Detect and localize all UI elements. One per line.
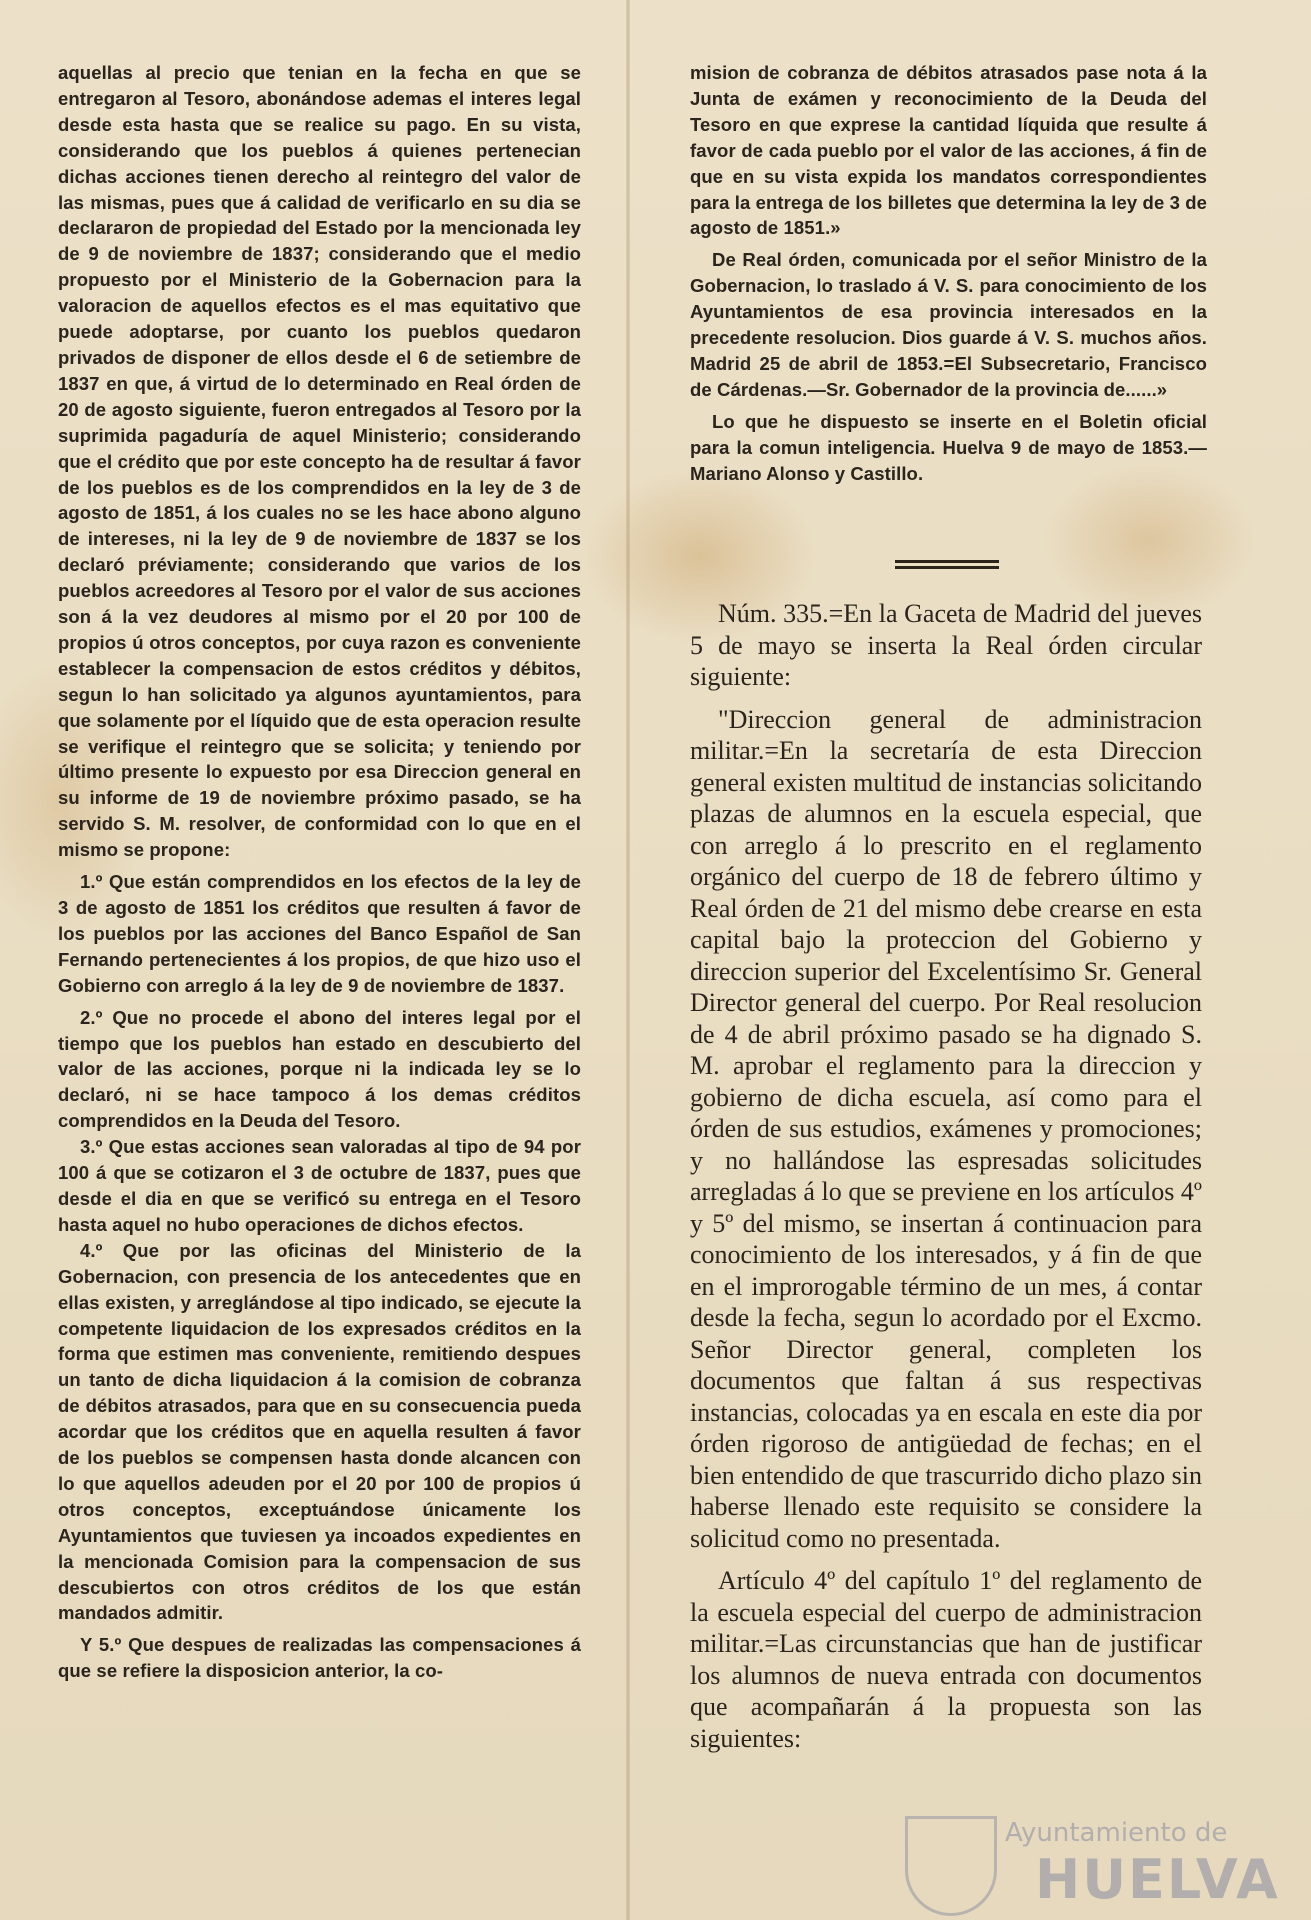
resolution-item-4: 4.º Que por las oficinas del Ministerio de la Gobernacion, con presencia de los antecedentes que en ellas existen, y arreglándose al tipo indicado, se ejecute la competente liquidacion de los expresados créditos en la forma que estimen mas conveniente, remitiendo despues un tanto de dicha liquidacion á la comision de cobranza de débitos atrasados, para que en su consecuencia pueda acordar que los créditos que en aquella resulten á favor de los pueblos se compensen hasta donde alcancen con lo que aquellos adeuden por el 20 por 100 de propios ú otros conceptos, exceptuándose únicamente los Ayuntamientos que tuviesen ya incoados expedientes en la mencionada Comision para la compensacion de sus descubiertos con otros créditos de los que están mandados admitir. [58, 1239, 581, 1624]
archive-watermark [905, 1808, 1280, 1911]
left-column [58, 60, 581, 1684]
notice-heading: Núm. 335.=En la Gaceta de Madrid del jueves 5 de mayo se inserta la Real órden circular siguiente: [690, 599, 1202, 691]
watermark-line-2: HUELVA [1035, 1848, 1280, 1911]
right-paragraph-transfer: De Real órden, comunicada por el señor Ministro de la Gobernacion, lo traslado á V. S. para conocimiento de los Ayuntamientos de esa provincia interesados en la precedente resolucion. Dios guarde á V. S. muchos años. Madrid 25 de abril de 1853.=El Subsecretario, Francisco de Cárdenas.—Sr. Gobernador de la provincia de......» [690, 249, 1207, 400]
left-paragraph: aquellas al precio que tenian en la fecha en que se entregaron al Tesoro, abonándose ademas el interes legal desde esta hasta que se realice su pago. En su vista, considerando que los pueblos á quienes pertenecian dichas acciones tienen derecho al reintegro del valor de las mismas, pues que á calidad de verificarlo en su dia se declararon de propiedad del Estado por la mencionada ley de 9 de noviembre de 1837; considerando que el medio propuesto por el Ministerio de la Gobernacion para la valoracion de aquellos efectos es el mas equitativo que puede adoptarse, por cuanto los pueblos quedaron privados de disponer de ellos desde el 6 de setiembre de 1837 en que, á virtud de lo determinado en Real órden de 20 de agosto siguiente, fueron entregados al Tesoro por la suprimida pagaduría de aquel Ministerio; considerando que el crédito que por este concepto ha de resultar á favor de los pueblos es de los comprendidos en la ley de 3 de agosto de 1851, á los cuales no se les hace abono alguno de intereses, ni la ley de 9 de noviembre de 1837 se los declaró préviamente; considerando que varios de los pueblos acreedores al Tesoro por el valor de sus acciones son á la vez deudores al mismo por el 20 por 100 de propios ú otros conceptos, por cuya razon es conveniente establecer la compensacion de estos créditos y débitos, segun lo han solicitado ya algunos ayuntamientos, para que solamente por el líquido que de esta operacion resulte se verifique el reintegro que se solicita; y teniendo por último presente lo expuesto por esa Direccion general en su informe de 19 de noviembre próximo pasado, se ha servido S. M. resolver, de conformidad con lo que en el mismo se propone: [58, 62, 581, 861]
article-4-paragraph: Artículo 4º del capítulo 1º del reglamento de la escuela especial del cuerpo de administracion militar.=Las circunstancias que han de justificar los alumnos de nueva entrada con documentos que acompañarán á la propuesta son las siguientes: [690, 1566, 1202, 1753]
resolution-item-3: 3.º Que estas acciones sean valoradas al tipo de 94 por 100 á que se cotizaron el 3 de octubre de 1837, pues que desde el dia en que se verificó su entrega en el Tesoro hasta aquel no hubo operaciones de dichos efectos. [58, 1136, 581, 1235]
resolution-item-2: 2.º Que no procede el abono del interes legal por el tiempo que los pueblos han estado en descubierto del valor de las acciones, porque ni la indicada ley se lo declaró, ni se hace tampoco á los demas créditos comprendidos en la Deuda del Tesoro. [58, 1006, 581, 1132]
section-divider [895, 560, 999, 569]
right-column-bottom [690, 598, 1202, 1754]
shield-icon [905, 1816, 997, 1916]
right-paragraph-continuation: mision de cobranza de débitos atrasados pase nota á la Junta de exámen y reconocimiento de la Deuda del Tesoro en que exprese la cantidad líquida que resulte á favor de cada pueblo por el valor de las acciones, á fin de que en su vista expida los mandatos correspondientes para la entrega de los billetes que determina la ley de 3 de agosto de 1851.» [690, 62, 1207, 239]
watermark-line-1: Ayuntamiento de [1005, 1818, 1228, 1848]
right-paragraph-insert-order: Lo que he dispuesto se inserte en el Boletin oficial para la comun inteligencia. Huelva 9 de mayo de 1853.—Mariano Alonso y Castillo. [690, 410, 1207, 484]
notice-body: "Direccion general de administracion militar.=En la secretaría de esta Direccion general existen multitud de instancias solicitando plazas de alumnos en la escuela especial, que con arreglo á lo prescrito en el reglamento orgánico del cuerpo de 18 de febrero último y Real órden de 21 del mismo debe crearse en esta capital bajo la proteccion del Gobierno y direccion superior del Excelentísimo Sr. General Director general del cuerpo. Por Real resolucion de 4 de abril próximo pasado se ha dignado S. M. aprobar el reglamento para la direccion y gobierno de dicha escuela, así como para el órden de sus estudios, exámenes y promociones; y no hallándose las espresadas solicitudes arregladas á lo que se previene en los artículos 4º y 5º del mismo, se insertan á continuacion para conocimiento de los interesados, y á fin de que en el improrogable término de un mes, á contar desde la fecha, segun lo acordado por el Excmo. Señor Director general, completen los documentos que faltan á sus respectivas instancias, colocadas ya en escala en este dia por órden rigoroso de antigüedad de fechas; en el bien entendido de que trascurrido dicho plazo sin haberse llenado este requisito se considere la solicitud como no presentada. [690, 704, 1202, 1553]
resolution-item-1: 1.º Que están comprendidos en los efectos de la ley de 3 de agosto de 1851 los créditos que resulten á favor de los pueblos por las acciones del Banco Español de San Fernando pertenecientes á los propios, de que hizo uso el Gobierno con arreglo á la ley de 9 de noviembre de 1837. [58, 871, 581, 996]
right-column-top [690, 60, 1207, 487]
page-fold [626, 0, 630, 1920]
resolution-item-5: Y 5.º Que despues de realizadas las compensaciones á que se refiere la disposicion anterior, la co- [58, 1634, 581, 1682]
